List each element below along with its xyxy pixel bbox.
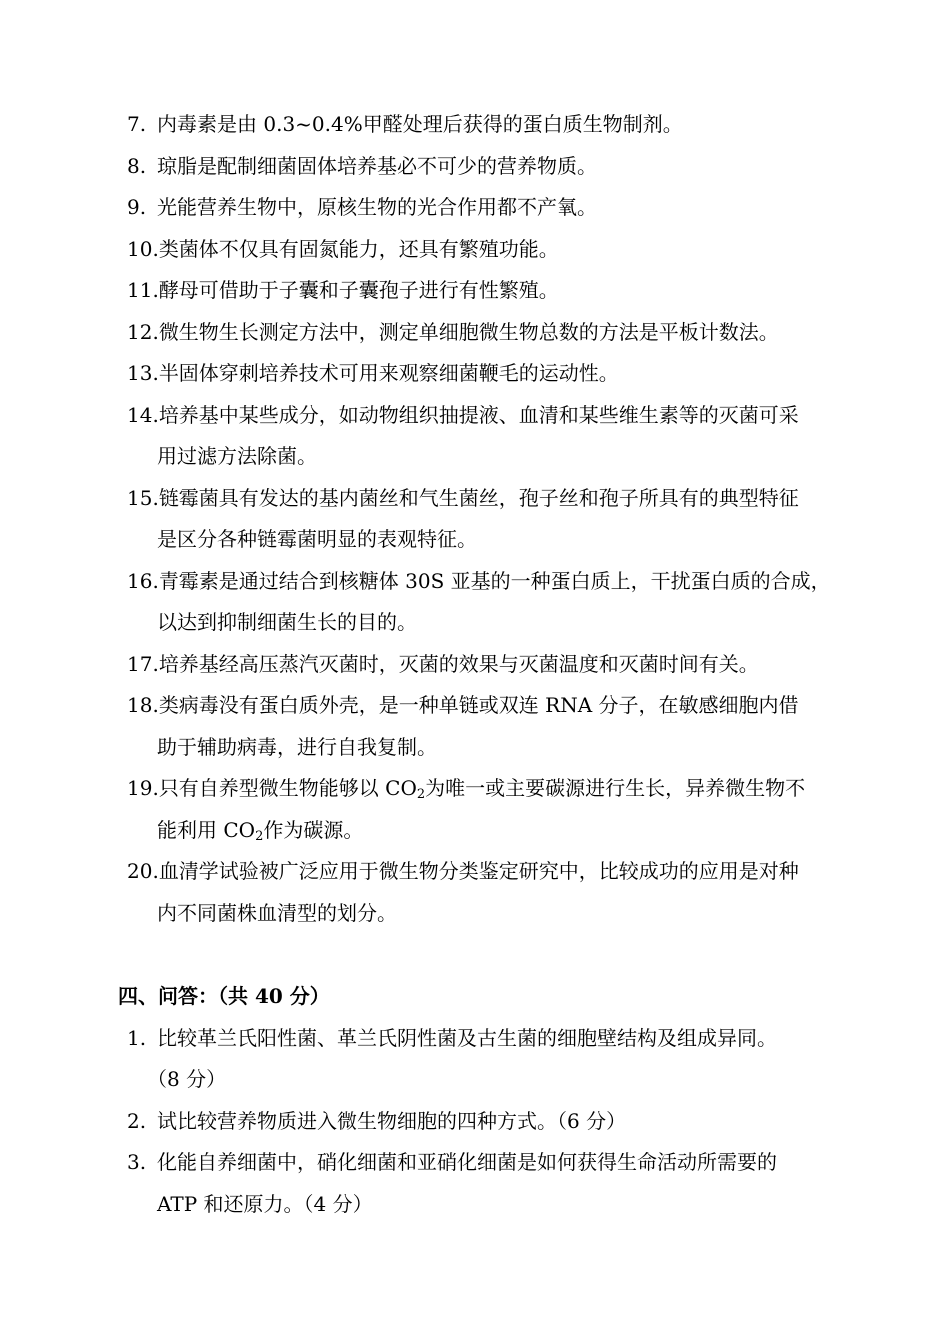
question-number: 12. <box>127 319 159 344</box>
question-points: （8 分） <box>147 1067 227 1091</box>
question-number: 1. <box>127 1025 147 1050</box>
question-text-continued: 以达到抑制细菌生长的目的。 <box>157 610 417 634</box>
question-text: 为唯一或主要碳源进行生长，异养微生物不 <box>425 776 806 800</box>
question-18 <box>127 685 897 768</box>
question-number: 19. <box>127 776 159 800</box>
question-number: 3. <box>127 1150 147 1174</box>
question-text-continued: 内不同菌株血清型的划分。 <box>157 900 397 925</box>
question-number: 7. <box>127 112 147 136</box>
question-14 <box>127 395 897 478</box>
question-text: 血清学试验被广泛应用于微生物分类鉴定研究中，比较成功的应用是对种 <box>158 859 799 883</box>
question-17 <box>127 644 897 686</box>
question-text: 比较革兰氏阳性菌、革兰氏阴性菌及古生菌的细胞壁结构及组成异同。 <box>157 1025 777 1050</box>
question-text: 试比较营养物质进入微生物细胞的四种方式。（6 分） <box>157 1108 627 1133</box>
question-number: 13. <box>127 361 159 385</box>
question-number: 11. <box>127 278 159 302</box>
question-number: 15. <box>127 485 159 510</box>
question-text: 光能营养生物中，原核生物的光合作用都不产氧。 <box>157 195 597 219</box>
question-number: 8. <box>127 153 147 178</box>
question-text-continued <box>127 810 897 852</box>
question-text: 链霉菌具有发达的基内菌丝和气生菌丝，孢子丝和孢子所具有的典型特征 <box>158 485 799 510</box>
essay-question-1 <box>127 1018 897 1101</box>
subscript: 2 <box>255 828 264 844</box>
question-text: 微生物生长测定方法中，测定单细胞微生物总数的方法是平板计数法。 <box>158 319 779 344</box>
question-text: 化能自养细菌中，硝化细菌和亚硝化细菌是如何获得生命活动所需要的 <box>157 1150 777 1174</box>
question-text-continued: 用过滤方法除菌。 <box>157 444 317 468</box>
question-13 <box>127 353 897 395</box>
question-number: 18. <box>127 693 159 717</box>
question-text: 琼脂是配制细菌固体培养基必不可少的营养物质。 <box>157 153 597 178</box>
section-heading: 四、问答：（共 40 分） <box>118 984 330 1008</box>
question-text-continued: 助于辅助病毒，进行自我复制。 <box>157 734 437 759</box>
question-8 <box>127 146 897 188</box>
question-16 <box>127 561 897 644</box>
question-text: 类菌体不仅具有固氮能力，还具有繁殖功能。 <box>158 236 559 261</box>
question-text: 只有自养型微生物能够以 CO <box>158 776 417 800</box>
question-number: 2. <box>127 1108 147 1133</box>
question-number: 10. <box>127 236 159 261</box>
question-text: 能利用 CO <box>157 817 256 842</box>
question-text-continued: ATP 和还原力。（4 分） <box>157 1191 373 1216</box>
subscript: 2 <box>416 787 426 802</box>
question-text: 培养基经高压蒸汽灭菌时，灭菌的效果与灭菌温度和灭菌时间有关。 <box>158 651 759 676</box>
question-text: 内毒素是由 0.3~0.4%甲醛处理后获得的蛋白质生物制剂。 <box>157 112 683 136</box>
question-10 <box>127 229 897 271</box>
question-19 <box>127 768 897 851</box>
question-number: 14. <box>127 402 159 427</box>
essay-question-2 <box>127 1101 897 1143</box>
question-number: 16. <box>127 568 159 593</box>
question-15 <box>127 478 897 561</box>
question-20 <box>127 851 897 934</box>
question-9 <box>127 187 897 229</box>
question-text: 类病毒没有蛋白质外壳，是一种单链或双连 RNA 分子，在敏感细胞内借 <box>158 693 799 717</box>
question-text: 酵母可借助于子囊和子囊孢子进行有性繁殖。 <box>158 278 559 302</box>
question-text-continued: 是区分各种链霉菌明显的表观特征。 <box>157 527 477 551</box>
question-text: 半固体穿刺培养技术可用来观察细菌鞭毛的运动性。 <box>158 361 619 385</box>
question-number: 17. <box>127 651 159 676</box>
essay-question-3 <box>127 1142 897 1225</box>
question-11 <box>127 270 897 312</box>
question-12 <box>127 312 897 354</box>
question-number: 20. <box>127 859 159 883</box>
question-text: 青霉素是通过结合到核糖体 30S 亚基的一种蛋白质上，干扰蛋白质的合成， <box>158 568 831 593</box>
question-text: 作为碳源。 <box>263 817 364 842</box>
question-text: 培养基中某些成分，如动物组织抽提液、血清和某些维生素等的灭菌可采 <box>158 402 799 427</box>
question-number: 9. <box>127 195 147 219</box>
question-7 <box>127 104 897 146</box>
